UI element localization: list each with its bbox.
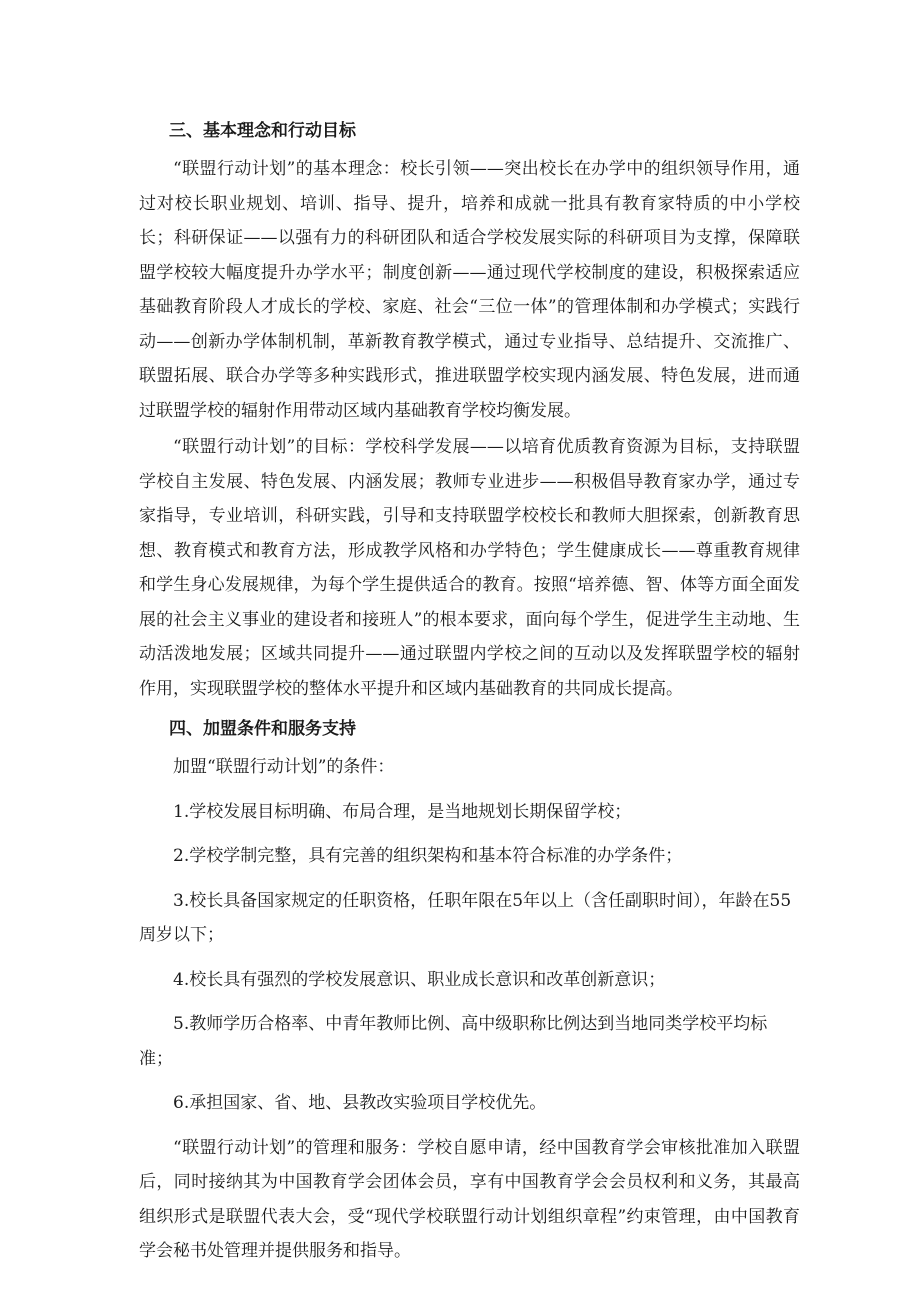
condition-item-4: 4.校长具有强烈的学校发展意识、职业成长意识和改革创新意识； <box>173 969 666 990</box>
section-3-heading: 三、基本理念和行动目标 <box>169 121 356 141</box>
condition-item-5: 5.教师学历合格率、中青年教师比例、高中级职称比例达到当地同类学校平均标准； <box>139 1014 768 1069</box>
condition-item-1: 1.学校发展目标明确、布局合理，是当地规划长期保留学校； <box>173 801 632 822</box>
section-4-heading: 四、加盟条件和服务支持 <box>169 719 356 739</box>
section-4-intro: 加盟“联盟行动计划”的条件： <box>173 757 395 777</box>
condition-item-2: 2.学校学制完整，具有完善的组织架构和基本符合标准的办学条件； <box>173 846 683 866</box>
section-3-paragraph-1: “联盟行动计划”的基本理念：校长引领——突出校长在办学中的组织领导作用，通过对校长职业规划、培训、指导、提升，培养和成就一批具有教育家特质的中小学校长；科研保证——以强有力的科研团队和适合学校发展实际的科研项目为支撑，保障联盟学校较大幅度提升办学水平；制度创新——通过现代学校制度的建设，积极探索适应基础教育阶段人才成长的学校、家庭、社会“三位一体”的管理体制和办学模式；实践行动——创新办学体制机制，革新教育教学模式，通过专业指导、总结提升、交流推广、联盟拓展、联合办学等多种实践形式，推进联盟学校实现内涵发展、特色发展，进而通过联盟学校的辐射作用带动区域内基础教育学校均衡发展。 <box>139 159 800 421</box>
section-3-paragraph-2: “联盟行动计划”的目标：学校科学发展——以培育优质教育资源为目标，支持联盟学校自主发展、特色发展、内涵发展；教师专业进步——积极倡导教育家办学，通过专家指导，专业培训，科研实践，引导和支持联盟学校校长和教师大胆探索，创新教育思想、教育模式和教育方法，形成教学风格和办学特色；学生健康成长——尊重教育规律和学生身心发展规律，为每个学生提供适合的教育。按照“培养德、智、体等方面全面发展的社会主义事业的建设者和接班人”的根本要求，面向每个学生，促进学生主动地、生动活泼地发展；区域共同提升——通过联盟内学校之间的互动以及发挥联盟学校的辐射作用，实现联盟学校的整体水平提升和区域内基础教育的共同成长提高。 <box>139 437 800 699</box>
condition-item-6: 6.承担国家、省、地、县教改实验项目学校优先。 <box>173 1093 547 1113</box>
condition-item-3: 3.校长具备国家规定的任职资格，任职年限在5年以上（含任副职时间），年龄在55周岁以下； <box>139 890 792 945</box>
management-paragraph: “联盟行动计划”的管理和服务：学校自愿申请，经中国教育学会审核批准加入联盟后，同时接纳其为中国教育学会团体会员，享有中国教育学会会员权利和义务，其最高组织形式是联盟代表大会，受“现代学校联盟行动计划组织章程”约束管理，由中国教育学会秘书处管理并提供服务和指导。 <box>139 1137 800 1261</box>
